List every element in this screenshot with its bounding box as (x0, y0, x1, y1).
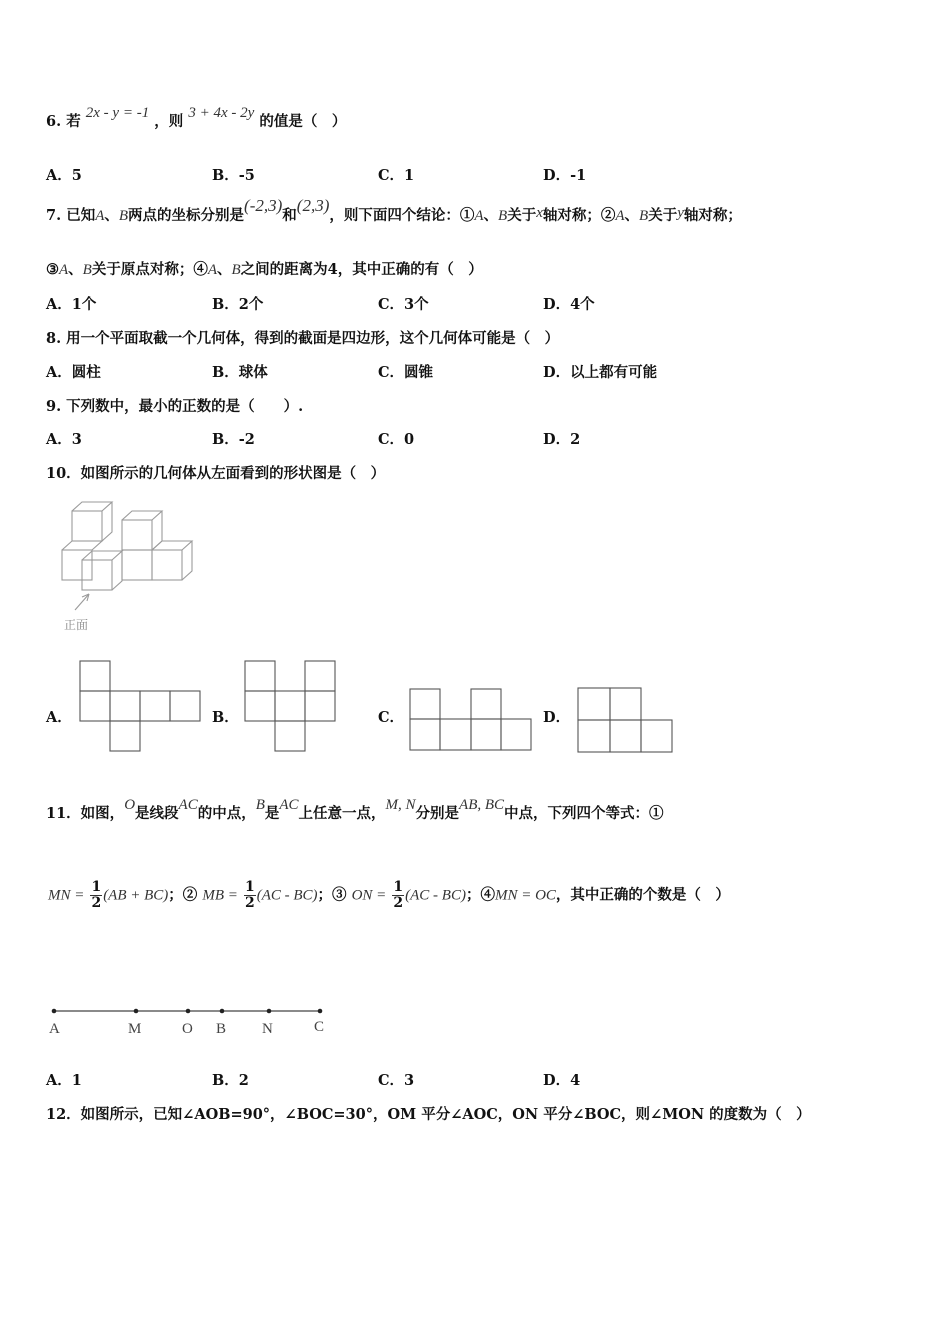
q7-point-1: (-2,3) (244, 196, 283, 215)
q9-option-a[interactable]: A．3 (46, 431, 82, 448)
front-label: 正面 (64, 618, 89, 632)
q6-option-a[interactable]: A．5 (46, 167, 82, 184)
q10-option-a-figure[interactable] (79, 660, 204, 758)
q11-formula-4: MN = OC (494, 887, 556, 904)
point-label-m: M (128, 1021, 142, 1037)
q10-solid-figure (55, 498, 200, 638)
point-label-o: O (182, 1021, 193, 1037)
q6-option-d[interactable]: D．-1 (543, 167, 587, 184)
point-label-n: N (262, 1021, 273, 1037)
q8-option-b[interactable]: B．球体 (212, 364, 268, 381)
q7-point-2: (2,3) (296, 196, 330, 215)
q11-option-b[interactable]: B．2 (212, 1072, 249, 1089)
q12-stem: 12．如图所示，已知∠AOB=90°，∠BOC=30°，OM 平分∠AOC，ON 平分∠BOC，则∠MON 的度数为（ ） (46, 1106, 811, 1123)
q10-option-c[interactable]: C． (378, 709, 405, 726)
q6-expression: 3 + 4x - 2y (188, 105, 255, 121)
q6-equation: 2x - y = -1 (85, 105, 150, 121)
q11-option-a[interactable]: A．1 (46, 1072, 82, 1089)
q10-option-b[interactable]: B． (212, 709, 239, 726)
q11-fraction-3: $\frac{1}{2}$ (393, 879, 404, 911)
q11-stem-line1: 11．如图，O是线段AC的中点，B是AC上任意一点，M, N分别是AB, BC中点，下列四个等式：① (46, 797, 664, 822)
q10-stem: 10．如图所示的几何体从左面看到的形状图是（ ） (46, 465, 386, 482)
q11-formula-2-lhs: MB = (202, 887, 238, 904)
point-label-a: A (49, 1021, 60, 1037)
q10-option-b-figure[interactable] (244, 660, 340, 758)
point-label-c: C (314, 1019, 325, 1035)
q8-option-d[interactable]: D．以上都有可能 (543, 364, 658, 381)
q8-option-a[interactable]: A．圆柱 (46, 364, 101, 381)
q11-formula-3-rhs: (AC - BC) (405, 887, 466, 904)
q11-option-d[interactable]: D．4 (543, 1072, 581, 1089)
q7-option-b[interactable]: B．2个 (212, 296, 264, 313)
q8-stem: 8. 用一个平面取截一个几何体，得到的截面是四边形，这个几何体可能是（ ） (46, 330, 560, 347)
q11-formula-2-rhs: (AC - BC) (256, 887, 318, 904)
q11-option-c[interactable]: C．3 (378, 1072, 415, 1089)
q10-option-a[interactable]: A． (46, 709, 72, 726)
q9-stem: 9. 下列数中，最小的正数的是（ ）. (46, 398, 304, 415)
q9-option-c[interactable]: C．0 (378, 431, 415, 448)
q10-option-d-figure[interactable] (577, 687, 677, 755)
q11-fraction-1: $\frac{1}{2}$ (91, 879, 102, 911)
q6-option-c[interactable]: C．1 (378, 167, 415, 184)
q7-option-a[interactable]: A．1个 (46, 296, 97, 313)
q7-stem-line1: 7. 已知A、B两点的坐标分别是(-2,3)和(2,3)，则下面四个结论：①A、B关于x轴对称；②A、B关于y轴对称； (46, 196, 742, 224)
q11-segment-figure (46, 1003, 346, 1039)
q8-option-c[interactable]: C．圆锥 (378, 364, 434, 381)
q7-option-c[interactable]: C．3个 (378, 296, 429, 313)
q11-formula-1-lhs: MN = (48, 887, 85, 904)
q11-formula-3-lhs: ON = (351, 887, 387, 904)
q11-formula-1-rhs: (AB + BC) (103, 887, 169, 904)
q10-option-c-figure[interactable] (409, 688, 537, 754)
q10-option-d[interactable]: D． (543, 709, 571, 726)
q7-option-d[interactable]: D．4个 (543, 296, 595, 313)
q7-stem-line2: ③A、B关于原点对称；④A、B之间的距离为4，其中正确的有（ ） (46, 261, 483, 278)
q9-option-d[interactable]: D．2 (543, 431, 581, 448)
q6-option-b[interactable]: B．-5 (212, 167, 255, 184)
q6-stem: 6. 若 2x - y = -1 ，则 3 + 4x - 2y 的值是（ ） (46, 105, 347, 130)
q11-fraction-2: $\frac{1}{2}$ (244, 879, 255, 911)
point-label-b: B (216, 1021, 227, 1037)
q9-option-b[interactable]: B．-2 (212, 431, 255, 448)
q11-stem-line2: MN = $\frac{1}{2}$ (AB + BC)；② MB = $\frac{1}{2}$ (AC - BC)；③ ON = $\frac{1}{2}$ (AC - BC)；④MN = OC，其中正确的个数是（ ） (48, 879, 730, 911)
